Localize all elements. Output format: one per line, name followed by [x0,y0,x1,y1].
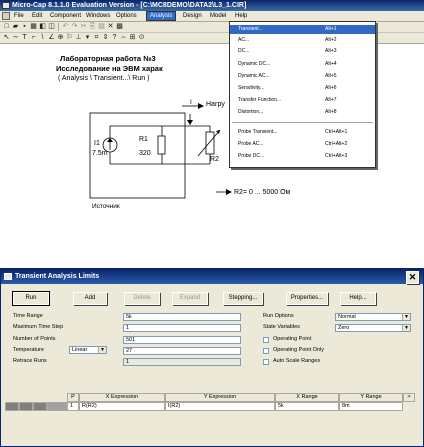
temperature-label: Temperature [13,347,44,353]
zoom-icon[interactable]: ◫ [48,23,55,30]
menu-item-distortion[interactable] [230,108,375,117]
source-value-label: 7.5m [92,150,108,157]
menu-item-transfer-function[interactable] [230,96,375,105]
menu-item-label: Probe Transient... [238,129,278,135]
run-button[interactable]: Run [13,292,49,305]
retrace-runs-input[interactable]: 1 [123,358,241,366]
grid-icon[interactable]: ▩ [116,23,123,30]
temperature-mode-select[interactable] [69,346,107,354]
auto-scale-ranges-checkbox[interactable] [263,359,269,365]
wire-icon[interactable]: ∼ [12,34,19,41]
menu-options[interactable]: Options [116,13,137,19]
operating-point-only-label: Operating Point Only [273,347,325,353]
grid-header-x-range: X Range [275,393,339,402]
menu-design[interactable]: Design [183,13,202,19]
grid-header-y-expression: Y Expression [165,393,275,402]
chevron-down-icon: ▼ [402,325,410,331]
grid-cell-p[interactable]: 1 [67,402,79,411]
path-hint: ( Analysis \ Transient...\ Run ) [58,75,150,82]
run-options-label: Run Options [263,313,294,319]
current-arrow-head [187,120,193,125]
flag-icon[interactable]: ⚐ [66,34,73,41]
menu-item-shortcut: Ctrl+Alt+1 [325,129,348,135]
run-options-value: Normal [338,314,356,320]
analysis-menu [229,21,376,168]
row-tool-icon[interactable] [47,402,67,411]
temperature-input[interactable]: 27 [123,347,241,355]
time-range-label: Time Range [13,313,43,319]
add-button[interactable]: Add [73,292,107,305]
menu-item-shortcut: Ctrl+Alt+3 [325,153,348,159]
redo-icon[interactable]: ↷ [71,23,78,30]
undo-icon[interactable]: ↶ [62,23,69,30]
dialog-title-bar [1,269,423,284]
run-options-select[interactable] [335,313,411,321]
range-arrow-head [226,189,232,195]
r1-value-label: 320 [139,150,151,157]
grid-cell-y-expression[interactable]: I(R2) [165,402,275,411]
toolbar-separator [58,23,59,31]
operating-point-checkbox[interactable] [263,337,269,343]
retrace-runs-label: Retrace Runs [13,358,47,364]
text-icon[interactable]: T [22,34,27,41]
print-icon[interactable]: ▦ [30,23,37,30]
chevron-down-icon: ▼ [402,314,410,320]
app-icon [2,2,10,9]
auto-scale-ranges-label: Auto Scale Ranges [273,358,321,364]
chevron-down-icon: ▼ [98,347,106,353]
transient-analysis-dialog [0,268,424,447]
grid-corner [5,393,67,402]
resistor-r2 [206,132,214,154]
open-icon[interactable]: ▰ [12,23,19,30]
title-bar [0,0,424,11]
window-title: Micro-Cap 8.1.1.0 Evaluation Version - [C:\MC8DEMO\DATA2\L3_1.CIR] [12,2,247,9]
max-time-step-input[interactable]: 1 [123,324,241,332]
menu-edit[interactable]: Edit [32,13,43,19]
state-variables-select[interactable] [335,324,411,332]
grid-header-x-expression: X Expression [79,393,165,402]
source-i-label: I1 [94,140,100,147]
operating-point-label: Operating Point [273,336,312,342]
preview-icon[interactable]: ◧ [39,23,46,30]
menu-analysis[interactable]: Analysis [147,12,175,20]
grid-header-p: P [67,393,79,402]
plot-icon[interactable]: ⌗ [94,34,99,41]
menu-separator [232,122,373,123]
menu-item-sensitivity[interactable] [230,84,375,93]
grid-cell-x-expression[interactable]: R(R2) [79,402,165,411]
lab-subtitle: Исследование на ЭВМ харак [56,64,163,73]
grid-header-y-range: Y Range [339,393,403,402]
menu-item-shortcut: Ctrl+Alt+2 [325,141,348,147]
dialog-title: Transient Analysis Limits [15,273,100,280]
load-label: Нагру [206,101,225,108]
load-arrow-head [198,103,204,109]
grid-scroll-right-icon[interactable]: > [403,393,415,402]
dropdown-arrow-icon[interactable]: ▾ [85,34,90,41]
probe-icon[interactable]: ⊙ [138,34,145,41]
menu-item-dynamic-ac[interactable] [230,72,375,81]
row-tool-icon[interactable] [19,402,33,411]
menu-item-shortcut: Alt+1 [325,26,337,32]
menu-item-shortcut: Alt+2 [325,37,337,43]
menu-item-label: Probe AC... [238,141,264,147]
node-icon[interactable]: ⊞ [129,34,136,41]
stepping-button[interactable]: Stepping... [223,292,263,305]
select-arrow-icon[interactable]: ↖ [3,34,10,41]
menu-item-label: Sensitivity... [238,85,265,91]
menu-windows[interactable]: Windows [86,13,111,19]
properties-button[interactable]: Properties... [286,292,328,305]
menu-item-shortcut: Alt+4 [325,61,337,67]
state-variables-label: State Variables [263,324,300,330]
num-points-input[interactable]: 501 [123,336,241,344]
grid-cell-y-range[interactable]: 8m [339,402,403,411]
menu-item-dynamic-dc[interactable] [230,60,375,69]
menu-help[interactable]: Help [235,13,248,19]
menu-item-shortcut: Alt+5 [325,73,337,79]
r2-label: R2 [210,156,219,163]
expand-button[interactable]: Expand [172,292,208,305]
dialog-icon [4,273,12,280]
menu-item-shortcut: Alt+6 [325,85,337,91]
current-label: I [190,99,192,106]
help-icon[interactable]: ? [112,34,117,41]
mirror-icon[interactable]: ⇔ [120,34,127,41]
state-variables-value: Zero [338,325,350,331]
grid-cell-x-range[interactable]: 5k [275,402,339,411]
menu-item-transient[interactable] [230,25,375,34]
flip-icon[interactable]: ⇕ [102,34,109,41]
menu-item-shortcut: Alt+8 [325,109,337,115]
menu-item-label: Dynamic DC... [238,61,271,67]
time-range-input[interactable]: 5k [123,313,241,321]
menu-item-dc[interactable] [230,47,375,56]
lab-title: Лабораторная работа №3 [60,54,156,63]
menu-model[interactable]: Model [210,13,227,19]
menu-file[interactable]: File [14,13,24,19]
row-tool-icon[interactable] [33,402,47,411]
save-icon[interactable]: ▪ [23,23,26,30]
menu-item-probe-ac[interactable] [230,140,375,149]
cut-icon[interactable]: ✂ [80,23,87,30]
row-tool-icon[interactable] [5,402,19,411]
delete-button[interactable]: Delete [124,292,160,305]
delete-icon[interactable]: ✕ [107,23,114,30]
menu-item-label: Probe DC... [238,153,265,159]
menu-item-probe-dc[interactable] [230,152,375,161]
resistor-r1 [158,136,165,154]
r2-range-label: R2= 0 ... 5000 Ом [234,189,291,196]
copy-icon[interactable]: ⎘ [89,23,96,30]
menu-item-shortcut: Alt+3 [325,48,337,54]
menu-item-label: Distortion... [238,109,264,115]
menu-item-label: DC... [238,48,250,54]
temperature-mode-value: Linear [72,347,88,353]
component-icon[interactable]: ⊕ [57,34,64,41]
line-icon[interactable]: ⌐ [31,34,36,41]
source-caption: Источник [92,203,120,210]
menu-component[interactable]: Component [50,13,82,19]
help-button[interactable]: Help... [340,292,376,305]
shape-icon[interactable]: ∠ [48,34,55,41]
close-icon[interactable]: ✕ [406,271,419,284]
r1-label: R1 [139,136,148,143]
menu-item-label: AC... [238,37,250,43]
menu-item-shortcut: Alt+7 [325,97,337,103]
pin-icon[interactable]: ⊥ [75,34,82,41]
diagonal-wire-icon[interactable]: \ [41,34,44,41]
menu-item-label: Dynamic AC... [238,73,270,79]
menu-item-probe-transient[interactable] [230,128,375,137]
menu-item-label: Transient... [238,26,263,32]
menu-item-label: Transfer Function... [238,97,282,103]
operating-point-only-checkbox[interactable] [263,348,269,354]
menu-item-ac[interactable] [230,36,375,45]
max-time-step-label: Maximum Time Step [13,324,64,330]
doc-icon[interactable] [2,12,10,20]
num-points-label: Number of Points [13,336,56,342]
paste-icon[interactable]: ▤ [98,23,105,30]
new-icon[interactable]: □ [4,23,9,30]
main-window [0,0,424,214]
